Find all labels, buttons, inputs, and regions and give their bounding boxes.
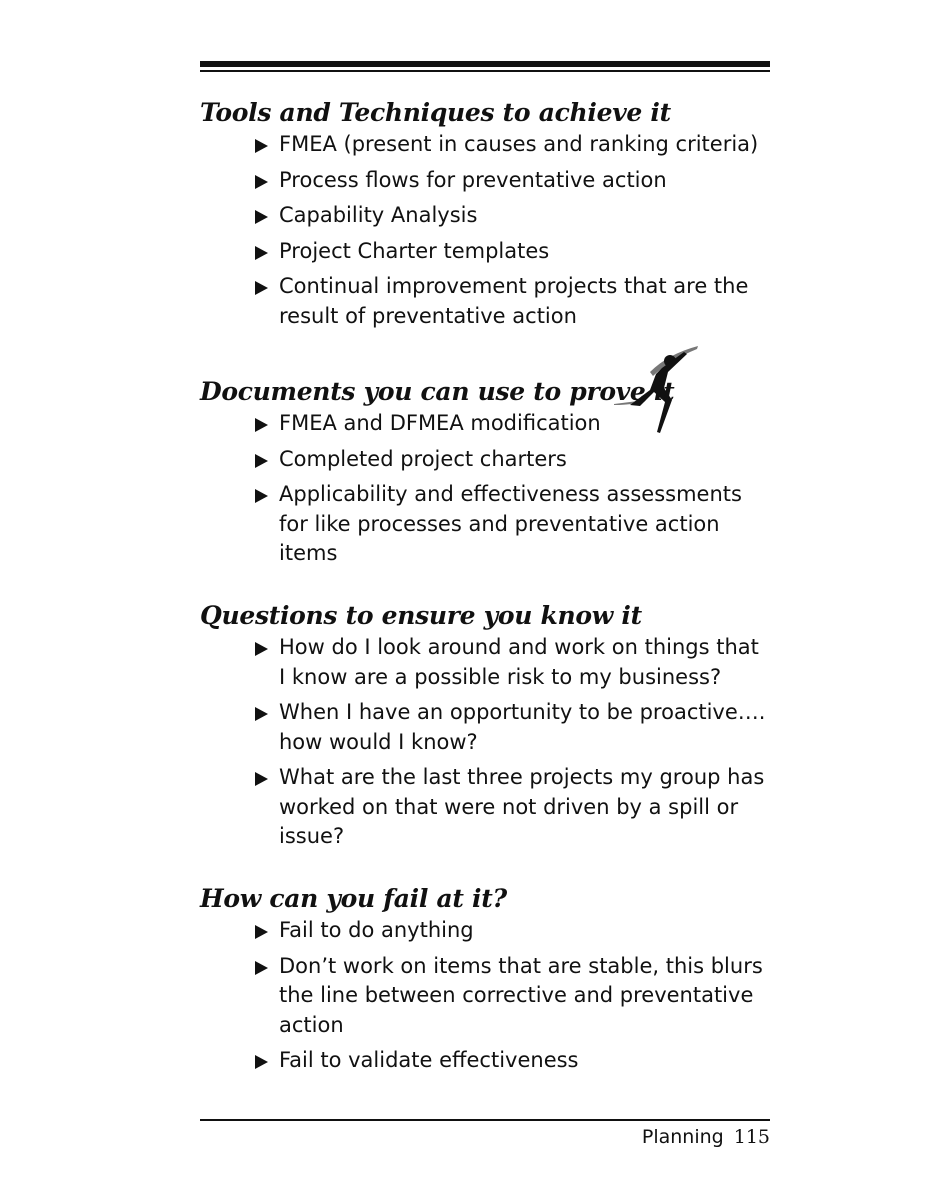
list-item bbox=[200, 166, 775, 196]
list-item-line: worked on that were not driven by a spill or bbox=[279, 794, 739, 819]
list-item bbox=[200, 445, 775, 475]
list-item bbox=[200, 763, 775, 852]
list-item-line: Don’t work on items that are stable, this blurs bbox=[279, 953, 763, 978]
bullet-triangle-icon bbox=[255, 961, 268, 975]
page-footer bbox=[642, 1124, 770, 1150]
bullet-triangle-icon bbox=[255, 454, 268, 468]
list-item bbox=[200, 272, 775, 331]
header-rule-thin bbox=[200, 70, 770, 72]
page-number: 115 bbox=[733, 1126, 770, 1148]
bullet-triangle-icon bbox=[255, 139, 268, 153]
bullet-triangle-icon bbox=[255, 707, 268, 721]
bullet-triangle-icon bbox=[255, 418, 268, 432]
bullet-triangle-icon bbox=[255, 925, 268, 939]
bullet-triangle-icon bbox=[255, 489, 268, 503]
list-item-line: FMEA and DFMEA modification bbox=[279, 411, 601, 435]
list-item bbox=[200, 698, 775, 757]
list-item bbox=[200, 916, 775, 946]
section-heading: Tools and Techniques to achieve it bbox=[200, 98, 671, 127]
list-item-line: the line between corrective and preventative bbox=[279, 983, 754, 1007]
bullet-triangle-icon bbox=[255, 210, 268, 224]
list-item bbox=[200, 480, 775, 569]
list-item-line: How do I look around and work on things that bbox=[279, 635, 759, 659]
list-item-line: Capability Analysis bbox=[279, 203, 478, 227]
bullet-triangle-icon bbox=[255, 772, 268, 786]
section-heading: Questions to ensure you know it bbox=[200, 601, 642, 630]
section-heading: Documents you can use to prove it bbox=[200, 377, 675, 406]
bullet-list bbox=[200, 916, 775, 1076]
list-item-line: FMEA (present in causes and ranking criteria) bbox=[279, 132, 759, 156]
section-documents bbox=[200, 377, 775, 575]
list-item bbox=[200, 409, 775, 439]
bullet-triangle-icon bbox=[255, 1055, 268, 1069]
section-failure bbox=[200, 884, 775, 1082]
list-item-line: Fail to validate effectiveness bbox=[279, 1048, 579, 1072]
bullet-triangle-icon bbox=[255, 281, 268, 295]
section-tools bbox=[200, 98, 775, 337]
list-item-line: I know are a possible risk to my business? bbox=[279, 664, 722, 689]
list-item bbox=[200, 1046, 775, 1076]
list-item-line: issue? bbox=[279, 824, 345, 848]
footer-section-name: Planning bbox=[641, 1126, 724, 1148]
list-item-line: items bbox=[279, 541, 338, 565]
bullet-triangle-icon bbox=[255, 246, 268, 260]
list-item-line: When I have an opportunity to be proactive…. bbox=[279, 700, 766, 724]
list-item-line: Project Charter templates bbox=[279, 238, 550, 263]
header-rule-thick bbox=[200, 61, 770, 67]
list-item-line: Completed project charters bbox=[279, 446, 567, 471]
list-item-line: What are the last three projects my group has bbox=[279, 765, 765, 789]
list-item-line: Applicability and effectiveness assessments bbox=[279, 482, 742, 506]
section-heading: How can you fail at it? bbox=[200, 884, 507, 913]
footer-rule bbox=[200, 1119, 770, 1121]
bullet-list bbox=[200, 130, 775, 331]
section-questions bbox=[200, 601, 775, 858]
list-item-line: for like processes and preventative action bbox=[279, 511, 720, 536]
list-item bbox=[200, 130, 775, 160]
bullet-list bbox=[200, 409, 775, 569]
bullet-triangle-icon bbox=[255, 175, 268, 189]
list-item-line: Process flows for preventative action bbox=[279, 167, 667, 192]
bullet-triangle-icon bbox=[255, 642, 268, 656]
list-item bbox=[200, 633, 775, 692]
list-item-line: how would I know? bbox=[279, 729, 478, 754]
list-item bbox=[200, 237, 775, 267]
list-item-line: Continual improvement projects that are the bbox=[279, 274, 749, 298]
list-item-line: result of preventative action bbox=[279, 303, 577, 328]
bullet-list bbox=[200, 633, 775, 852]
list-item bbox=[200, 201, 775, 231]
list-item bbox=[200, 952, 775, 1041]
list-item-line: Fail to do anything bbox=[279, 918, 474, 942]
list-item-line: action bbox=[279, 1012, 344, 1037]
